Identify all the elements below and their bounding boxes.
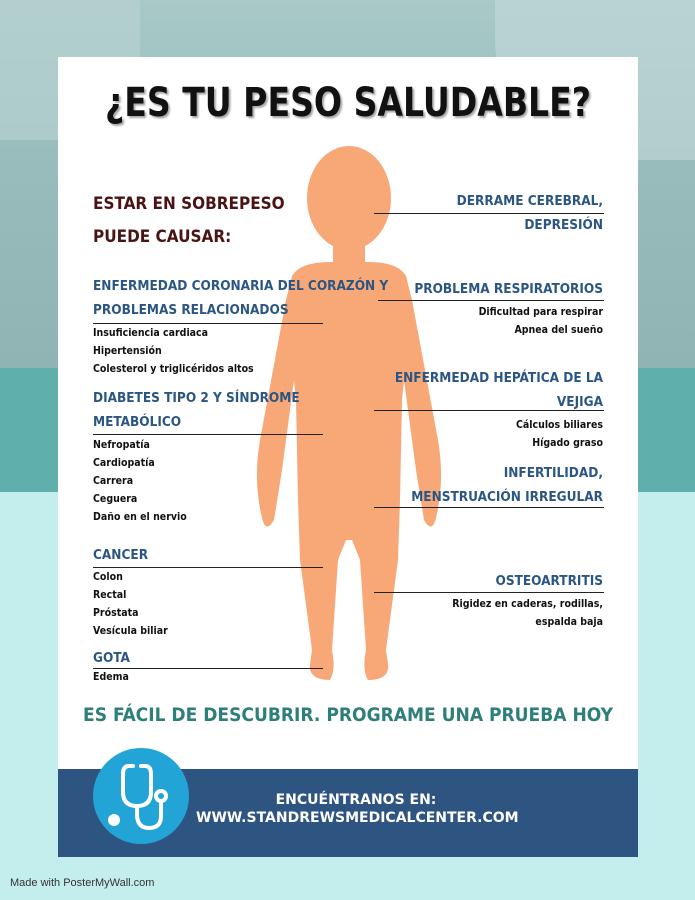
call-to-action: ES FÁCIL DE DESCUBRIR. PROGRAME UNA PRUEBA HOY [83, 704, 613, 726]
intro-line-1: ESTAR EN SOBREPESO [93, 194, 285, 214]
list-item: Rectal [93, 589, 127, 601]
intro-line-2: PUEDE CAUSAR: [93, 227, 232, 247]
list-item: Daño en el nervio [93, 511, 187, 523]
list-item: Cardiopatía [93, 457, 155, 469]
cancer-heading: CANCER [93, 547, 149, 563]
list-item: Hígado graso [532, 437, 603, 449]
list-item: Hipertensión [93, 345, 162, 357]
list-item: Insuficiencia cardiaca [93, 327, 209, 339]
coronary-heading-2: PROBLEMAS RELACIONADOS [93, 302, 289, 318]
divider [374, 213, 604, 214]
divider [374, 507, 604, 508]
respiratory-heading: PROBLEMA RESPIRATORIOS [414, 281, 603, 297]
credit-text[interactable]: Made with PosterMyWall.com [10, 877, 155, 889]
divider [93, 434, 323, 435]
coronary-heading-1: ENFERMEDAD CORONARIA DEL CORAZÓN Y [93, 278, 389, 294]
divider [374, 592, 604, 593]
list-item: Vesícula biliar [93, 625, 168, 637]
list-item: Carrera [93, 475, 134, 487]
diabetes-heading-2: METABÓLICO [93, 414, 182, 430]
list-item: Edema [93, 671, 129, 683]
divider [93, 567, 323, 568]
liver-heading-1: ENFERMEDAD HEPÁTICA DE LA [394, 370, 603, 386]
osteo-heading: OSTEOARTRITIS [495, 573, 603, 589]
list-item: Nefropatía [93, 439, 150, 451]
list-item: espalda baja [535, 616, 603, 628]
divider [93, 668, 323, 669]
stethoscope-icon [93, 748, 189, 844]
list-item: Ceguera [93, 493, 138, 505]
list-item: Dificultad para respirar [478, 306, 603, 318]
stroke-heading-2: DEPRESIÓN [524, 217, 603, 233]
logo-circle [93, 748, 189, 844]
stroke-heading-1: DERRAME CEREBRAL, [456, 193, 603, 209]
infertility-heading-2: MENSTRUACIÓN IRREGULAR [411, 489, 603, 505]
page-title: ¿ES TU PESO SALUDABLE? [105, 80, 591, 126]
list-item: Cálculos biliares [515, 419, 603, 431]
divider [378, 300, 604, 301]
divider [374, 410, 604, 411]
list-item: Colon [93, 571, 123, 583]
website-url[interactable]: WWW.STANDREWSMEDICALCENTER.COM [196, 810, 519, 826]
gout-heading: GOTA [93, 650, 130, 666]
divider [93, 323, 323, 324]
infertility-heading-1: INFERTILIDAD, [503, 465, 603, 481]
list-item: Rigidez en caderas, rodillas, [452, 598, 603, 610]
liver-heading-2: VEJIGA [556, 394, 603, 410]
list-item: Apnea del sueño [514, 324, 603, 336]
find-us-label: ENCUÉNTRANOS EN: [275, 792, 437, 808]
diabetes-heading-1: DIABETES TIPO 2 Y SÍNDROME [93, 390, 300, 406]
list-item: Colesterol y triglicéridos altos [93, 363, 254, 375]
list-item: Próstata [93, 607, 139, 619]
